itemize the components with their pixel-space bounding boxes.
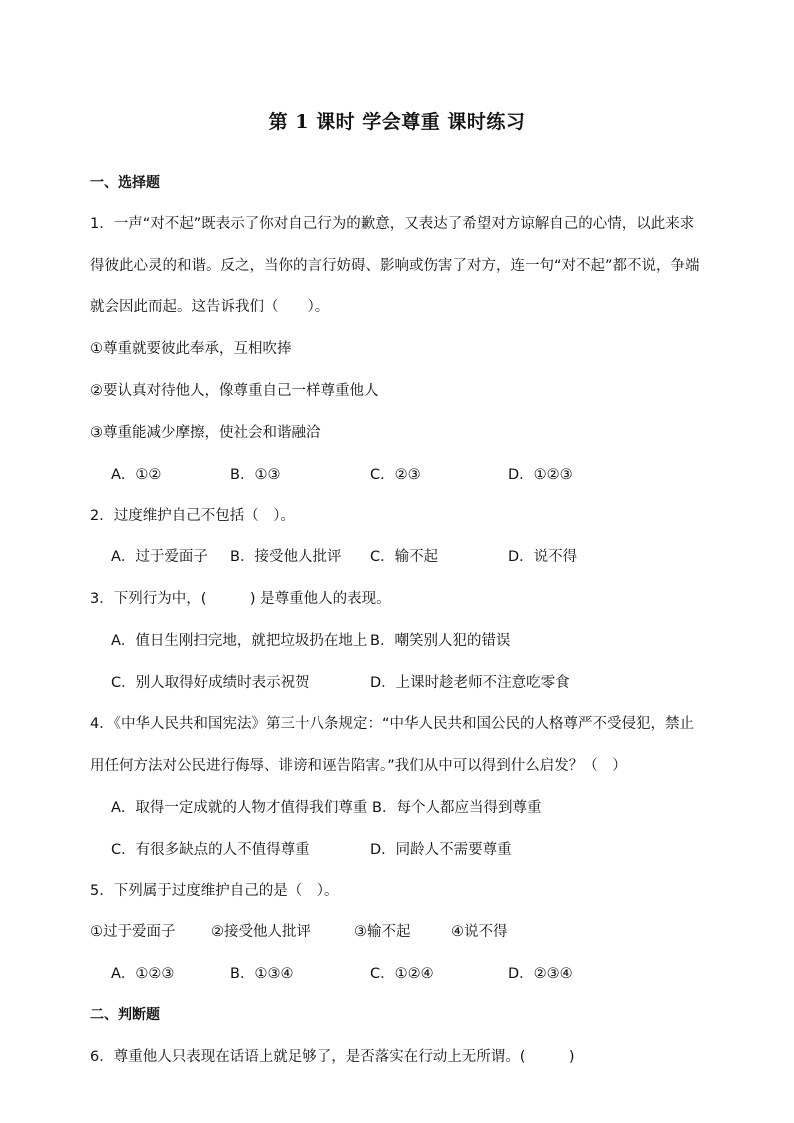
q6-stem: 6．尊重他人只表现在话语上就足够了，是否落实在行动上无所谓。( ) (90, 1049, 575, 1065)
q2-option-d[interactable]: D．说不得 (508, 549, 578, 565)
q2-option-b[interactable]: B．接受他人批评 (230, 549, 342, 565)
q4-stem-line-1: 4．《中华人民共和国宪法》第三十八条规定：“中华人民共和国公民的人格尊严不受侵犯，禁止 (90, 716, 694, 732)
q4-option-c[interactable]: C．有很多缺点的人不值得尊重 (111, 842, 310, 858)
q3-stem: 3．下列行为中，( ) 是尊重他人的表现。 (90, 591, 391, 607)
q5-statement-4: ④说不得 (451, 924, 508, 940)
q1-stem-line-3: 就会因此而起。这告诉我们（ ）。 (90, 299, 330, 315)
q3-option-d[interactable]: D．上课时趁老师不注意吃零食 (370, 675, 570, 691)
q5-option-b[interactable]: B．①③④ (230, 966, 294, 982)
q1-option-d[interactable]: D．①②③ (508, 467, 573, 483)
section-heading-judgement: 二、判断题 (90, 1007, 160, 1023)
q1-option-b[interactable]: B．①③ (230, 467, 281, 483)
q4-option-a[interactable]: A．取得一定成就的人物才值得我们尊重 (111, 800, 368, 816)
q3-option-c[interactable]: C．别人取得好成绩时表示祝贺 (111, 675, 310, 691)
q4-option-b[interactable]: B．每个人都应当得到尊重 (372, 800, 542, 816)
q5-statement-3: ③输不起 (354, 924, 411, 940)
q4-stem-line-2: 用任何方法对公民进行侮辱、诽谤和诬告陷害。”我们从中可以得到什么启发？（ ） (90, 758, 627, 774)
q1-statement-3: ③尊重能减少摩擦，使社会和谐融洽 (90, 425, 321, 441)
q4-option-d[interactable]: D．同龄人不需要尊重 (370, 842, 512, 858)
q1-statement-1: ①尊重就要彼此奉承，互相吹捧 (90, 341, 292, 357)
q5-stem: 5．下列属于过度维护自己的是（ ）。 (90, 883, 339, 899)
q1-statement-2: ②要认真对待他人，像尊重自己一样尊重他人 (90, 383, 379, 399)
q2-option-c[interactable]: C．输不起 (370, 549, 439, 565)
q1-option-c[interactable]: C．②③ (370, 467, 421, 483)
q5-statement-2: ②接受他人批评 (211, 924, 311, 940)
q1-stem-line-2: 得彼此心灵的和谐。反之，当你的言行妨碍、影响或伤害了对方，连一句“对不起”都不说，争端 (90, 258, 700, 274)
q5-option-d[interactable]: D．②③④ (508, 966, 573, 982)
q2-stem: 2．过度维护自己不包括（ ）。 (90, 508, 295, 524)
q2-option-a[interactable]: A．过于爱面子 (111, 549, 208, 565)
q1-stem-line-1: 1．一声“对不起”既表示了你对自己行为的歉意，又表达了希望对方谅解自己的心情，以此来求 (90, 216, 695, 232)
q3-option-a[interactable]: A．值日生刚扫完地，就把垃圾扔在地上 (111, 633, 368, 649)
q5-statement-1: ①过于爱面子 (90, 924, 176, 940)
q3-option-b[interactable]: B．嘲笑别人犯的错误 (370, 633, 511, 649)
page-title: 第 1 课时 学会尊重 课时练习 (268, 111, 526, 133)
q5-option-c[interactable]: C．①②④ (370, 966, 434, 982)
section-heading-choice: 一、选择题 (90, 175, 160, 191)
q1-option-a[interactable]: A．①② (111, 467, 162, 483)
q5-option-a[interactable]: A．①②③ (111, 966, 175, 982)
